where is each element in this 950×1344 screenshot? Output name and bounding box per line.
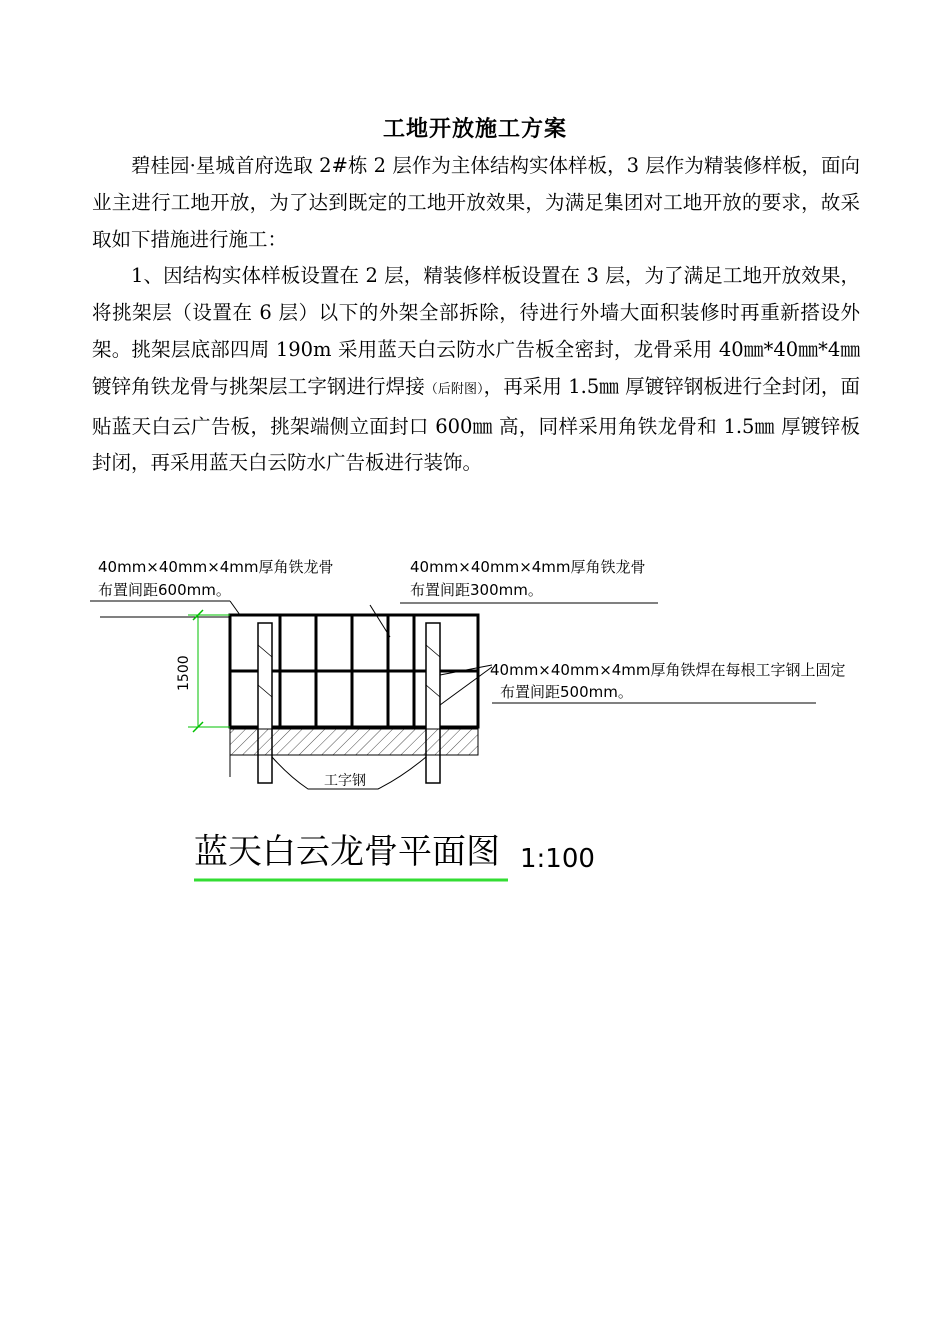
label-right-line1: 40mm×40mm×4mm厚角铁龙骨 <box>410 558 646 576</box>
paragraph-intro: 碧桂园·星城首府选取 2#栋 2 层作为主体结构实体样板，3 层作为精装修样板，面向业主进行工地开放，为了达到既定的工地开放效果，为满足集团对工地开放的要求，故采取如下措施进行施工： <box>92 154 860 251</box>
concrete-slab <box>230 729 478 755</box>
paragraph-measures-part1: 1、因结构实体样板设置在 2 层，精装修样板设置在 3 层，为了满足工地开放效果，将挑架层（设置在 6 层）以下的外架全部拆除，待进行外墙大面积装修时再重新搭设外架。挑架层底部四周 190m 采用蓝天白云防水广告板全密封，龙骨采用 40㎜*40㎜*4㎜ 镀锌角铁龙骨与挑架层工字钢进行焊接 <box>92 264 860 398</box>
label-left-line2: 布置间距600mm。 <box>98 581 231 599</box>
paragraph-measures <box>92 258 860 482</box>
paragraph-measures-part2: ，再采用 1.5㎜ 厚镀锌钢板进行全封闭，面贴蓝天白云广告板，挑架端侧立面封口 600㎜ 高，同样采用角铁龙骨和 1.5㎜ 厚镀锌板封闭，再采用蓝天白云防水广告板进行装饰。 <box>92 374 860 475</box>
steel-label: 工字钢 <box>324 773 366 789</box>
label-left-leader <box>230 601 240 615</box>
label-mid-line1: 40mm×40mm×4mm厚角铁焊在每根工字钢上固定 <box>490 661 846 679</box>
dimension-value: 1500 <box>176 655 192 691</box>
drawing-caption: 蓝天白云龙骨平面图 <box>194 832 500 872</box>
label-right-line2: 布置间距300mm。 <box>410 581 543 599</box>
label-mid-leader-2 <box>440 667 492 705</box>
document-body <box>92 148 860 482</box>
keel-plan-svg <box>90 545 870 895</box>
keel-plan-drawing <box>90 545 870 899</box>
label-left-line1: 40mm×40mm×4mm厚角铁龙骨 <box>98 558 334 576</box>
drawing-scale: 1:100 <box>520 844 595 874</box>
label-mid-line2: 布置间距500mm。 <box>500 683 633 701</box>
figure-reference-note: （后附图） <box>424 381 484 397</box>
document-title: 工地开放施工方案 <box>382 116 567 142</box>
